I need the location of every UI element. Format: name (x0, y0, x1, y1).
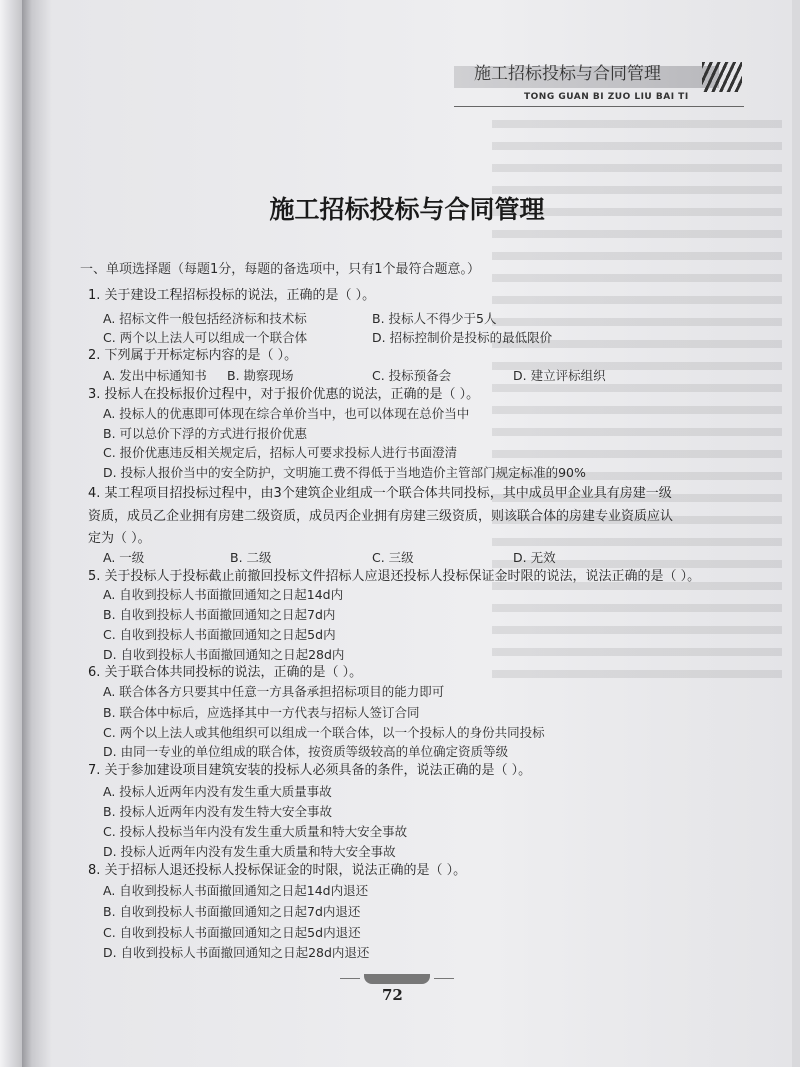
option: B. 自收到投标人书面撤回通知之日起7d内退还 (103, 904, 361, 919)
question-stem: 5. 关于投标人于投标截止前撤回投标文件招标人应退还投标人投标保证金时限的说法，说法正确的是（ ）。 (88, 569, 701, 584)
running-header-subtitle: TONG GUAN BI ZUO LIU BAI TI (524, 92, 689, 102)
option: D. 投标人报价当中的安全防护，文明施工费不得低于当地造价主管部门规定标准的90% (103, 465, 586, 480)
option: D. 自收到投标人书面撤回通知之日起28d内 (103, 647, 345, 662)
question-stem-continued: 资质，成员乙企业拥有房建二级资质，成员丙企业拥有房建三级资质，则该联合体的房建专业资质应认 (88, 509, 674, 524)
option: C. 投标预备会 (372, 368, 452, 383)
option: C. 自收到投标人书面撤回通知之日起5d内退还 (103, 925, 361, 940)
option: A. 联合体各方只要其中任意一方具备承担招标项目的能力即可 (103, 684, 445, 699)
option: C. 两个以上法人可以组成一个联合体 (103, 330, 308, 345)
question-stem: 4. 某工程项目招投标过程中，由3个建筑企业组成一个联合体共同投标，其中成员甲企业具有房建一级 (88, 486, 672, 501)
option: A. 发出中标通知书 (103, 368, 207, 383)
option: A. 自收到投标人书面撤回通知之日起14d内 (103, 587, 344, 602)
question-stem: 6. 关于联合体共同投标的说法，正确的是（ ）。 (88, 665, 363, 680)
option: B. 可以总价下浮的方式进行报价优惠 (103, 426, 308, 441)
page-number-tab (364, 974, 430, 984)
option: D. 投标人近两年内没有发生重大质量和特大安全事故 (103, 844, 396, 859)
option: A. 招标文件一般包括经济标和技术标 (103, 311, 307, 326)
option: A. 自收到投标人书面撤回通知之日起14d内退还 (103, 883, 369, 898)
page-title: 施工招标投标与合同管理 (269, 195, 545, 224)
page-number-rule-right (434, 978, 454, 979)
header-stripes-decoration (702, 62, 742, 92)
option: D. 自收到投标人书面撤回通知之日起28d内退还 (103, 945, 370, 960)
option: B. 二级 (230, 550, 272, 565)
option: C. 自收到投标人书面撤回通知之日起5d内 (103, 627, 336, 642)
question-stem: 3. 投标人在投标报价过程中，对于报价优惠的说法，正确的是（ ）。 (88, 387, 480, 402)
option: D. 无效 (513, 550, 556, 565)
question-stem: 8. 关于招标人退还投标人投标保证金的时限，说法正确的是（ ）。 (88, 863, 467, 878)
running-header-title: 施工招标投标与合同管理 (474, 64, 661, 84)
option: B. 投标人近两年内没有发生特大安全事故 (103, 804, 333, 819)
question-stem-continued: 定为（ ）。 (88, 531, 151, 546)
option: A. 一级 (103, 550, 145, 565)
option: B. 联合体中标后，应选择其中一方代表与招标人签订合同 (103, 705, 420, 720)
option: D. 招标控制价是投标的最低限价 (372, 330, 553, 345)
option: C. 三级 (372, 550, 414, 565)
book-spine (0, 0, 22, 1067)
option: C. 两个以上法人或其他组织可以组成一个联合体，以一个投标人的身份共同投标 (103, 725, 545, 740)
section-heading: 一、单项选择题（每题1分，每题的备选项中，只有1个最符合题意。） (80, 262, 481, 277)
option: B. 勘察现场 (227, 368, 294, 383)
question-stem: 1. 关于建设工程招标投标的说法，正确的是（ ）。 (88, 288, 376, 303)
option: C. 投标人投标当年内没有发生重大质量和特大安全事故 (103, 824, 408, 839)
book-page (22, 0, 792, 1067)
page-number-rule-left (340, 978, 360, 979)
option: C. 报价优惠违反相关规定后，招标人可要求投标人进行书面澄清 (103, 445, 458, 460)
question-stem: 7. 关于参加建设项目建筑安装的投标人必须具备的条件，说法正确的是（ ）。 (88, 763, 532, 778)
option: B. 投标人不得少于5人 (372, 311, 497, 326)
header-rule (454, 106, 744, 107)
option: D. 由同一专业的单位组成的联合体，按资质等级较高的单位确定资质等级 (103, 744, 509, 759)
option: B. 自收到投标人书面撤回通知之日起7d内 (103, 607, 336, 622)
option: A. 投标人近两年内没有发生重大质量事故 (103, 784, 332, 799)
question-stem: 2. 下列属于开标定标内容的是（ ）。 (88, 348, 298, 363)
option: A. 投标人的优惠即可体现在综合单价当中，也可以体现在总价当中 (103, 406, 470, 421)
page-number: 72 (382, 986, 403, 1004)
option: D. 建立评标组织 (513, 368, 606, 383)
